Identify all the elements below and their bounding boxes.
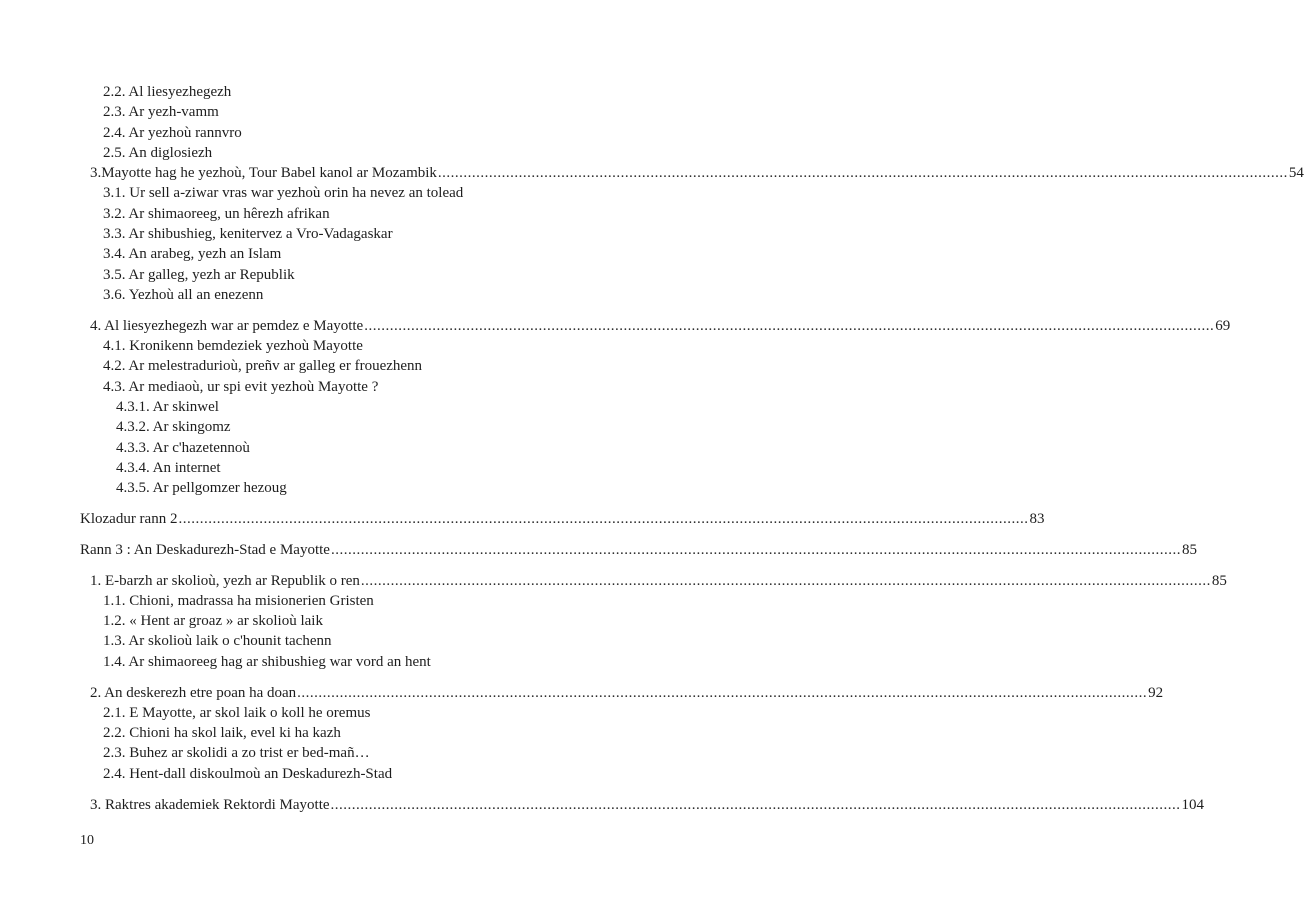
- toc-subsection-entry: [0, 356, 631, 376]
- section-gap: [0, 498, 631, 509]
- dot-leader: ........................................................................................................................................................................................................: [178, 510, 1029, 527]
- toc-entry-title: 2.2. Al liesyezhegezh: [103, 84, 232, 100]
- toc-entry-title: 2.2. Chioni ha skol laik, evel ki ha kazh: [103, 725, 341, 742]
- toc-chapter-entry: [0, 540, 1197, 560]
- toc-entry-title: 1.1. Chioni, madrassa ha misionerien Gristen: [103, 592, 374, 609]
- toc-page-number: 92: [1148, 684, 1164, 701]
- toc-entry-title: 1.4. Ar shimaoreeg hag ar shibushieg war vord an hent: [103, 653, 431, 670]
- toc-subsection-entry: [0, 631, 631, 651]
- toc-entry-title: 4.3.1. Ar skinwel: [116, 398, 219, 415]
- toc-subsection-entry: [0, 743, 631, 763]
- toc-subsection-entry: [0, 224, 631, 244]
- toc-page-number: 85: [1211, 572, 1227, 589]
- dot-leader: ........................................................................................................................................................................................................: [364, 317, 1215, 334]
- section-gap: [0, 784, 631, 795]
- toc-entry-title: 4.3. Ar mediaoù, ur spi evit yezhoù Mayotte ?: [103, 378, 379, 395]
- toc-chapter-entry: [0, 683, 1164, 703]
- dot-leader: ........................................................................................................................................................................................................: [330, 541, 1181, 558]
- toc-entry-title: 3.4. An arabeg, yezh an Islam: [103, 246, 282, 263]
- dot-leader: ........................................................................................................................................................................................................: [297, 684, 1148, 701]
- toc-page-number: 104: [1181, 796, 1205, 813]
- toc-entry-title: 3.6. Yezhoù all an enezenn: [103, 286, 264, 303]
- toc-chapter-entry: [0, 571, 1227, 591]
- toc-subsection-entry: [0, 285, 631, 305]
- toc-entry-title: 2.1. E Mayotte, ar skol laik o koll he oremus: [103, 704, 371, 721]
- toc-entry-title: 4.1. Kronikenn bemdeziek yezhoù Mayotte: [103, 338, 363, 355]
- toc-entry-title: 2. An deskerezh etre poan ha doan: [90, 684, 297, 701]
- dot-leader: ........................................................................................................................................................................................................: [360, 572, 1211, 589]
- toc-entry-title: 4.3.3. Ar c'hazetennoù: [116, 439, 250, 456]
- toc-entry-title: 3.2. Ar shimaoreeg, un hêrezh afrikan: [103, 205, 330, 222]
- toc-subsection-entry: [0, 143, 631, 163]
- toc-entry-title: 3. Raktres akademiek Rektordi Mayotte: [90, 796, 330, 813]
- toc-page-number: 54: [1288, 165, 1304, 182]
- toc-subsection-entry: [0, 438, 631, 458]
- toc-subsection-entry: [0, 336, 631, 356]
- toc-entry-title: 3.1. Ur sell a-ziwar vras war yezhoù orin ha nevez an tolead: [103, 185, 464, 202]
- toc-entry-title: 2.3. Ar yezh-vamm: [103, 104, 219, 121]
- toc-page-number: 69: [1215, 317, 1231, 334]
- toc-subsection-entry: [0, 82, 631, 102]
- toc-entry-title: 1. E-barzh ar skolioù, yezh ar Republik o ren: [90, 572, 360, 589]
- toc-subsection-entry: [0, 244, 631, 264]
- toc-page-number: 83: [1029, 510, 1045, 527]
- toc-entry-title: 4.3.4. An internet: [116, 459, 221, 476]
- dot-leader: ........................................................................................................................................................................................................: [437, 165, 1288, 182]
- section-gap: [0, 560, 631, 571]
- toc-entry-title: 3.Mayotte hag he yezhoù, Tour Babel kanol ar Mozambik: [90, 165, 437, 182]
- toc-subsection-entry: [0, 102, 631, 122]
- toc-entry-title: 2.3. Buhez ar skolidi a zo trist er bed-mañ…: [103, 745, 370, 762]
- toc-entry-title: 4. Al liesyezhegezh war ar pemdez e Mayotte: [90, 317, 364, 334]
- toc-entry-title: 1.2. « Hent ar groaz » ar skolioù laik: [103, 613, 323, 630]
- toc-chapter-entry: [0, 795, 1205, 815]
- toc-entry-title: 2.4. Hent-dall diskoulmoù an Deskadurezh-Stad: [103, 765, 393, 782]
- toc-subsection-entry: [0, 377, 631, 397]
- toc-subsection-entry: [0, 611, 631, 631]
- toc-subsection-entry: [0, 123, 631, 143]
- toc-entry-title: 4.3.5. Ar pellgomzer hezoug: [116, 480, 287, 497]
- dot-leader: ........................................................................................................................................................................................................: [330, 796, 1181, 813]
- toc-subsection-entry: [0, 458, 631, 478]
- toc-entry-title: 1.3. Ar skolioù laik o c'hounit tachenn: [103, 633, 332, 650]
- toc-subsection-entry: [0, 652, 631, 672]
- section-gap: [0, 305, 631, 316]
- toc-subsection-entry: [0, 703, 631, 723]
- section-gap: [0, 672, 631, 683]
- toc-entry-title: Rann 3 : An Deskadurezh-Stad e Mayotte: [80, 541, 330, 558]
- toc-subsection-entry: [0, 204, 631, 224]
- toc-subsection-entry: [0, 723, 631, 743]
- toc-subsection-entry: [0, 764, 631, 784]
- toc-entry-title: 3.5. Ar galleg, yezh ar Republik: [103, 266, 295, 283]
- toc-subsection-entry: [0, 591, 631, 611]
- toc-entry-title: 2.4. Ar yezhoù rannvro: [103, 124, 242, 141]
- toc-page-number: 85: [1181, 541, 1197, 558]
- toc-subsection-entry: [0, 265, 631, 285]
- toc-chapter-entry: [0, 316, 1231, 336]
- table-of-contents: [0, 82, 1304, 815]
- section-gap: [0, 529, 631, 540]
- toc-subsection-entry: [0, 417, 631, 437]
- toc-subsection-entry: [0, 397, 631, 417]
- toc-entry-title: 3.3. Ar shibushieg, kenitervez a Vro-Vadagaskar: [103, 226, 393, 243]
- toc-entry-title: 4.2. Ar melestradurioù, preñv ar galleg er frouezhenn: [103, 358, 423, 375]
- toc-subsection-entry: [0, 183, 631, 203]
- toc-entry-title: 4.3.2. Ar skingomz: [116, 419, 231, 436]
- toc-entry-title: Klozadur rann 2: [80, 510, 178, 527]
- toc-chapter-entry: [0, 509, 1045, 529]
- page-number: 10: [80, 833, 94, 848]
- toc-subsection-entry: [0, 478, 631, 498]
- toc-chapter-entry: [0, 163, 1304, 183]
- toc-entry-title: 2.5. An diglosiezh: [103, 144, 213, 161]
